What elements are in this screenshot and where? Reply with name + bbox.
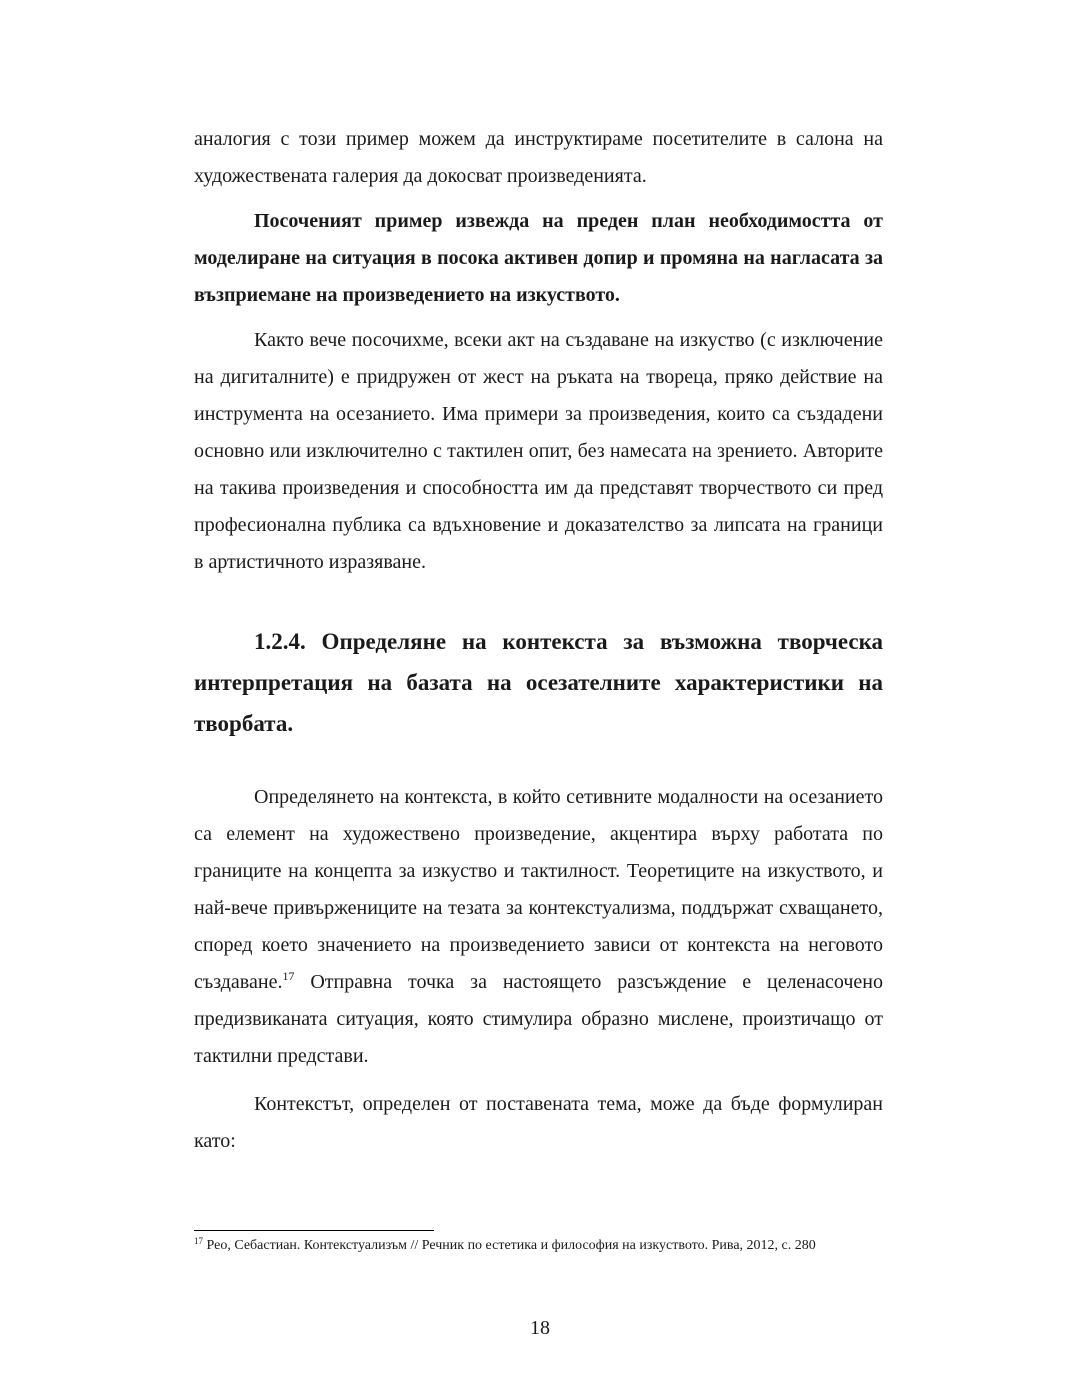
paragraph-context xyxy=(194,779,883,1075)
paragraph-bold-emphasis: Посоченият пример извежда на преден план необходимостта от моделиране на ситуация в посока активен допир и промяна на нагласата за възприемане на произведението на изкуството. xyxy=(194,210,883,306)
footnote-number: 17 xyxy=(194,1236,203,1246)
paragraph-analogy: аналогия с този пример можем да инструктираме посетителите в салона на художествената галерия да докосват произведенията. xyxy=(194,128,883,187)
page-number: 18 xyxy=(530,1317,550,1339)
section-heading: 1.2.4. Определяне на контекста за възможна творческа интерпретация на базата на осезателните характеристики на творбата. xyxy=(194,629,883,736)
footnote xyxy=(194,1236,883,1256)
paragraph-context-text: Определянето на контекста, в който сетивните модалности на осезанието са елемент на художествено произведение, акцентира върху работата по границите на концепта за изкуство и тактилност. Теоретиците на изкуството, и най-вече привържениците на тезата за контекстуализма, поддържат схващането, според което значението на произведението зависи от контекста на неговото създаване. xyxy=(194,786,883,993)
paragraph-creation-act: Както вече посочихме, всеки акт на създаване на изкуство (с изключение на дигиталните) е придружен от жест на ръката на твореца, пряко действие на инструмента на осезанието. Има примери за произведения, които са създадени основно или изключително с тактилен опит, без намесата на зрението. Авторите на такива произведения и способността им да представят творчеството си пред професионална публика са вдъхновение и доказателство за липсата на граници в артистичното изразяване. xyxy=(194,329,883,573)
footnote-separator xyxy=(194,1230,434,1231)
paragraph-formulation: Контекстът, определен от поставената тема, може да бъде формулиран като: xyxy=(194,1093,883,1152)
footnote-text: Рео, Себастиан. Контекстуализъм // Речник по естетика и философия на изкуството. Рива, 2012, с. 280 xyxy=(203,1238,816,1253)
paragraph-context-continuation: Отправна точка за настоящето разсъждение е целенасочено предизвиканата ситуация, която стимулира образно мислене, произтичащо от тактилни представи. xyxy=(194,971,883,1067)
body-text xyxy=(194,121,883,1160)
footnote-ref[interactable]: 17 xyxy=(282,969,295,983)
